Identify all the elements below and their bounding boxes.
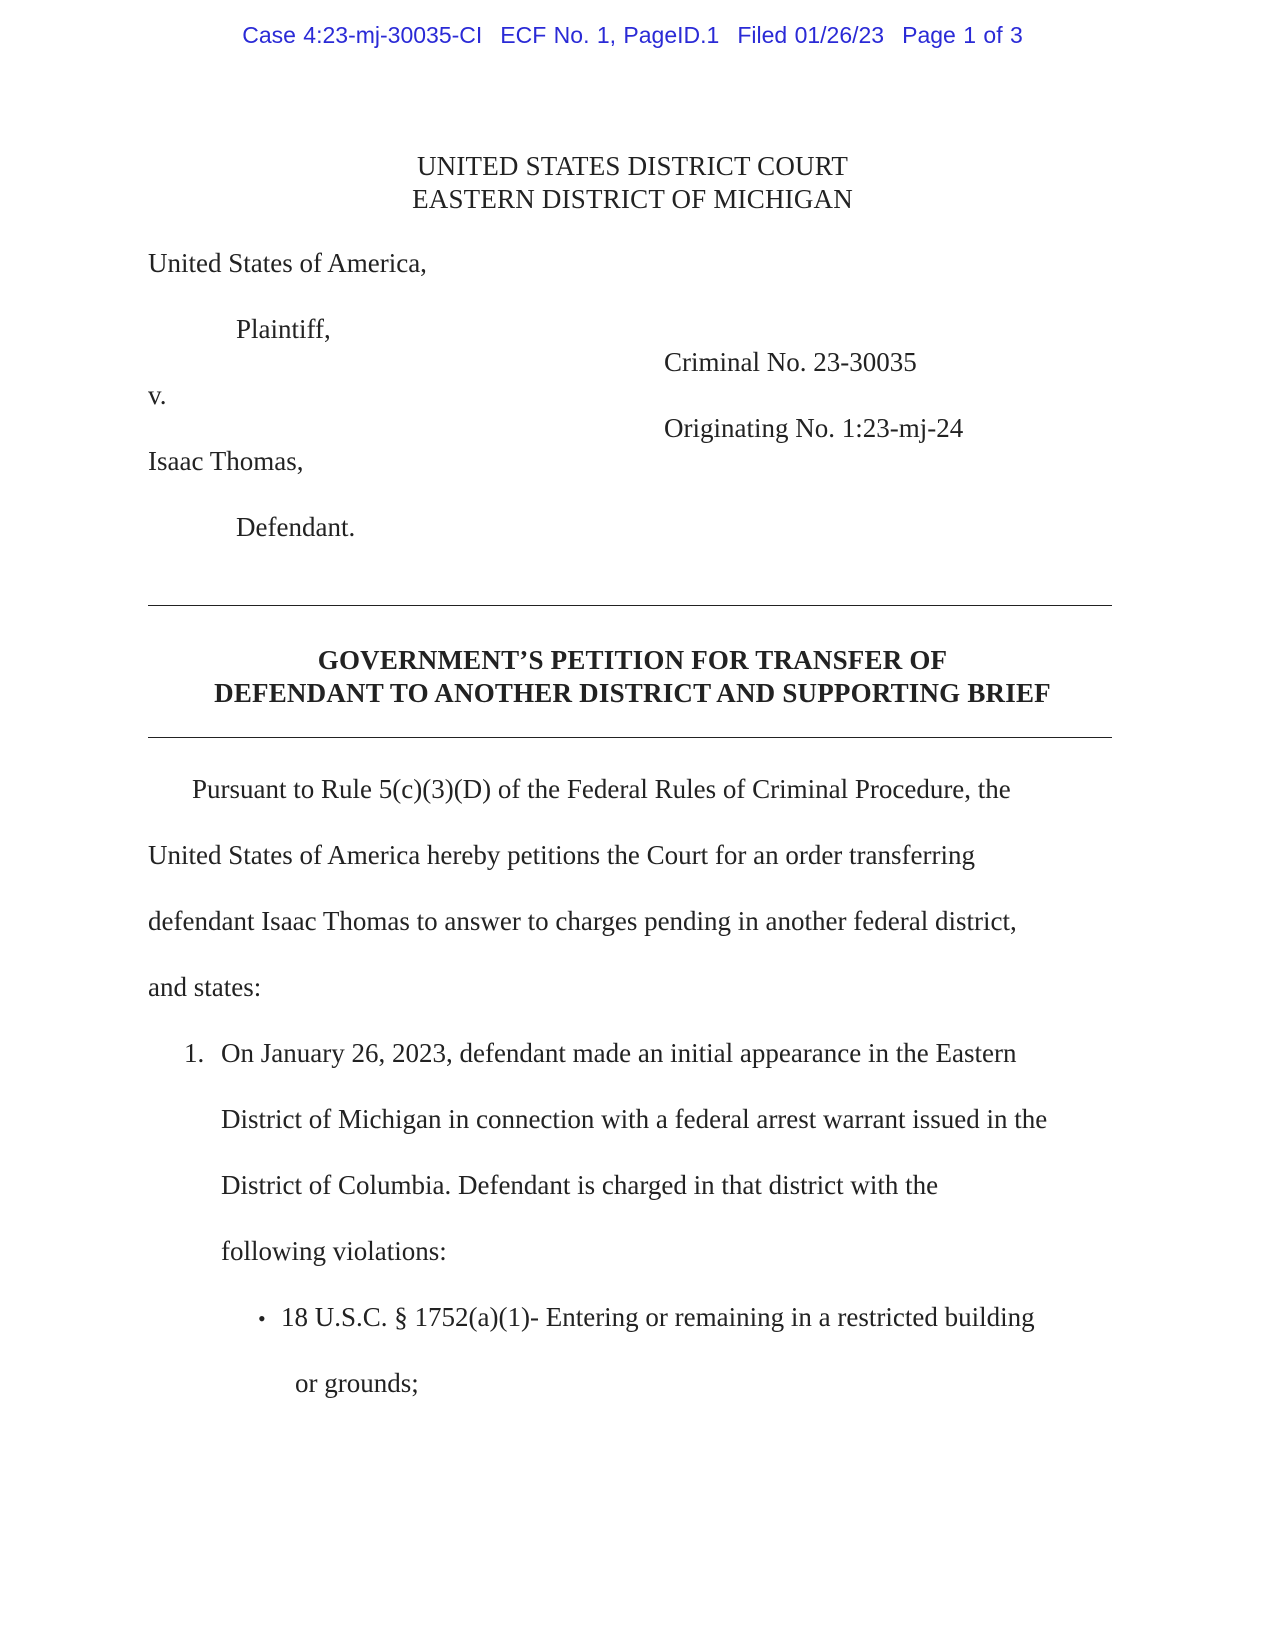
court-district: EASTERN DISTRICT OF MICHIGAN [412,184,853,214]
intro-line: Pursuant to Rule 5(c)(3)(D) of the Federal Rules of Criminal Procedure, the [192,774,1011,804]
ecf-page-count: Page 1 of 3 [902,22,1023,48]
bullet-icon: • [258,1306,266,1331]
court-heading [0,150,1265,216]
title-line-1: GOVERNMENT’S PETITION FOR TRANSFER OF [317,645,948,675]
ecf-case-number: Case 4:23-mj-30035-CI [242,22,483,48]
intro-line: defendant Isaac Thomas to answer to charges pending in another federal district, [148,906,1017,936]
item-line: District of Michigan in connection with a federal arrest warrant issued in the [221,1104,1048,1134]
violation-line: 18 U.S.C. § 1752(a)(1)- Entering or remaining in a restricted building [281,1302,1035,1332]
item-line: following violations: [221,1236,447,1266]
intro-line: United States of America hereby petitions the Court for an order transferring [148,840,975,870]
intro-line: and states: [148,972,262,1002]
title-line-2: DEFENDANT TO ANOTHER DISTRICT AND SUPPORTING BRIEF [214,678,1051,708]
plaintiff-name: United States of America, [148,248,427,278]
criminal-number: Criminal No. 23-30035 [664,347,917,377]
item-number: 1. [184,1038,205,1068]
document-title [0,644,1265,710]
item-line: District of Columbia. Defendant is charged in that district with the [221,1170,939,1200]
plaintiff-role: Plaintiff, [236,314,331,344]
title-rule-bottom [148,737,1112,738]
court-name: UNITED STATES DISTRICT COURT [416,151,849,181]
originating-number: Originating No. 1:23-mj-24 [664,413,964,443]
versus: v. [148,380,167,410]
ecf-filed-date: Filed 01/26/23 [737,22,885,48]
defendant-role: Defendant. [236,512,356,542]
item-line: On January 26, 2023, defendant made an initial appearance in the Eastern [221,1038,1017,1068]
defendant-name: Isaac Thomas, [148,446,304,476]
ecf-number: ECF No. 1, PageID.1 [500,22,720,48]
violation-line: or grounds; [295,1368,419,1398]
ecf-header [0,22,1265,49]
title-rule-top [148,605,1112,606]
